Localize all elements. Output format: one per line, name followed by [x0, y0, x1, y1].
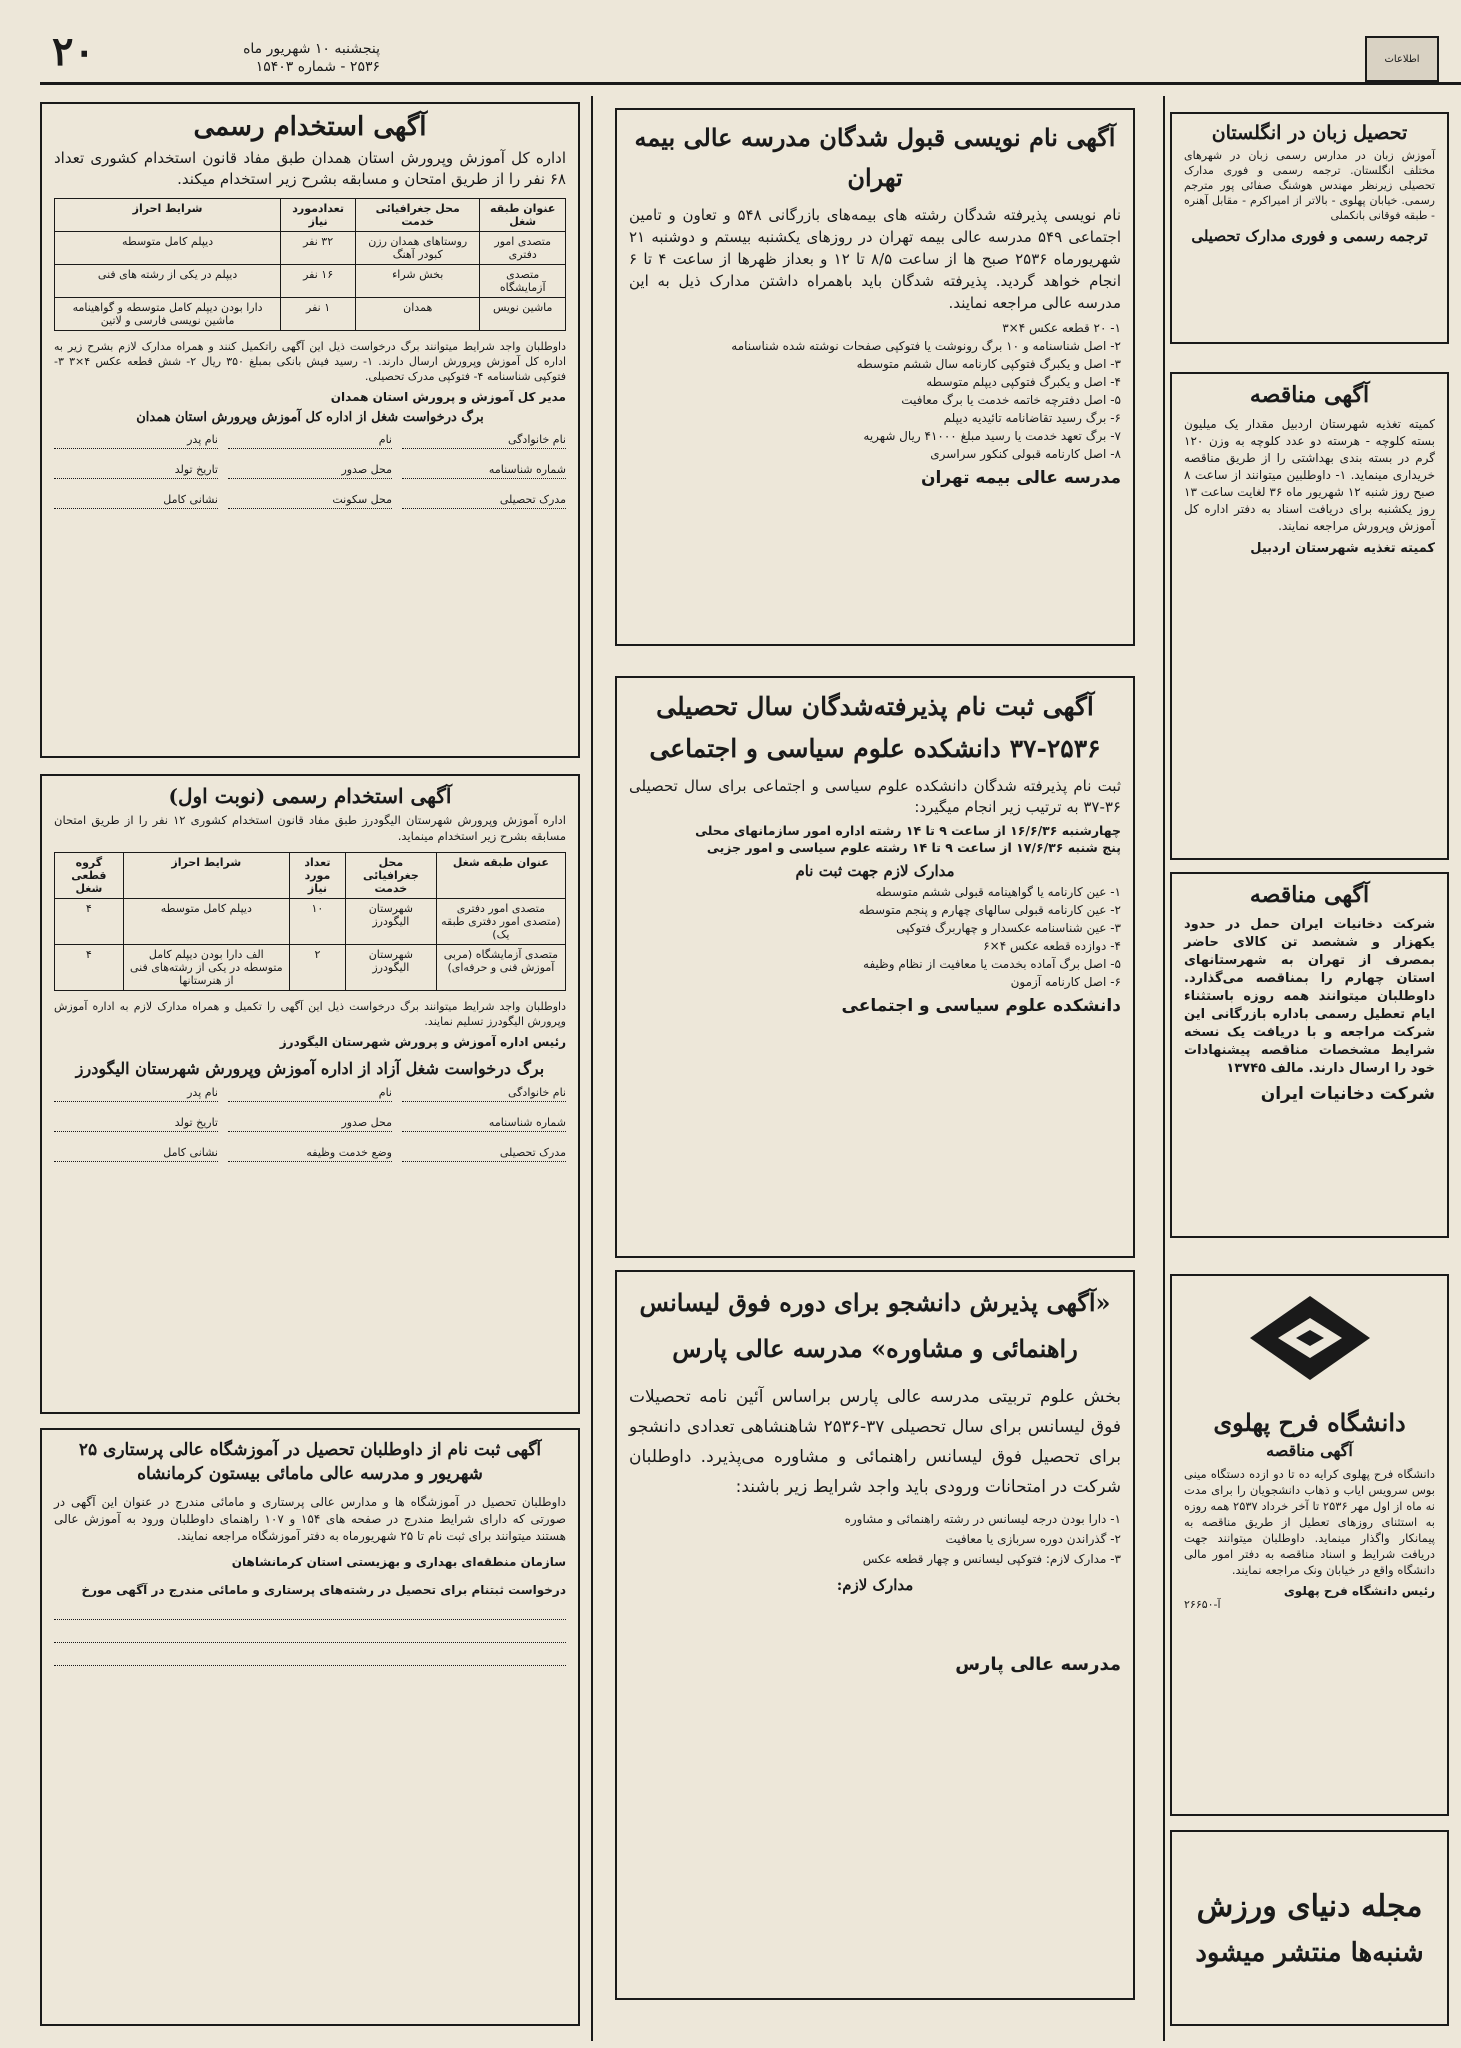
ad-body: آموزش زبان در مدارس رسمی زبان در شهرهای مختلف انگلستان. ترجمه رسمی و فوری مدارک تحصیلی زیرنظر مهندس هوشنگ صفائی پور مترجم رسمی. خیابان پهلوی - بالاتر از امیراکرم - مقابل آهنره - طبقه فوقانی بانکملی	[1184, 149, 1435, 222]
ad-title: آگهی مناقصه	[1249, 882, 1370, 908]
table-cell: متصدی امور دفتری	[480, 232, 566, 265]
form-field: شماره شناسنامه	[402, 463, 566, 479]
table-cell: بخش شراء	[356, 265, 480, 298]
ad-title: آگهی ثبت نام پذیرفته‌شدگان سال تحصیلی ۲۵۳۶-۳۷ دانشکده علوم سیاسی و اجتماعی	[649, 692, 1101, 763]
schedule-item: پنج شنبه ۱۷/۶/۳۶ از ساعت ۹ تا ۱۴ رشته علوم سیاسی و امور جزیی	[706, 840, 1121, 855]
ad-title: آگهی مناقصه	[1266, 1441, 1353, 1460]
list-item: ۵- اصل برگ آماده بخدمت یا معافیت از نظام وظیفه	[863, 957, 1121, 971]
docs-list	[629, 320, 1121, 462]
table-cell: دیپلم کامل متوسطه	[55, 232, 281, 265]
table-cell: ۱۰	[289, 899, 345, 945]
form-field: نام پدر	[54, 1086, 218, 1102]
ad-body: دانشگاه فرح پهلوی کرایه ده تا دو ازده دستگاه مینی بوس سرویس ایاب و ذهاب دانشجویان را برای مدت نه ماه از اول مهر ۲۵۳۶ تا آخر خرداد ۲۵۳۷ همه روزه به استثنای روزهای تعطیل از طریق مناقصه به پیمانکار واگذار مینماید. داوطلبان میتوانند جهت دریافت شرایط و اسناد مناقصه به دفتر امور مالی دانشگاه واقع در خیابان ونک مراجعه نمایند.	[1184, 1467, 1436, 1577]
form-field: وضع خدمت وظیفه	[228, 1146, 392, 1162]
ad-university	[1170, 1274, 1449, 1816]
ad-body: نام نویسی پذیرفته شدگان رشته های بیمه‌های بازرگانی ۵۴۸ و تعاون و تامین اجتماعی ۵۴۹ مدرسه عالی بیمه تهران در روزهای یکشنبه بیستم و دوشنبه ۲۱ شهریورماه ۲۵۳۶ صبح ها از ساعت ۸/۵ تا ۱۲ و بعداز ظهرها از ساعت ۴ تا ۶ انجام خواهد گردید. پذیرفته شدگان باید باهمراه داشتن مدارک ذیل به این مدرسه عالی مراجعه نمایند.	[629, 206, 1121, 312]
form-line	[54, 1620, 566, 1643]
table-cell: روستاهای همدان رزن کبودر آهنگ	[356, 232, 480, 265]
list-item: ۲- گذراندن دوره سربازی یا معافیت	[945, 1532, 1121, 1546]
table-cell: ۱ نفر	[281, 298, 356, 331]
ad-sport-magazine	[1170, 1830, 1449, 2026]
form-line	[54, 1597, 566, 1620]
university-name: دانشگاه فرح پهلوی	[1213, 1408, 1406, 1437]
schedule-item: چهارشنبه ۱۶/۶/۳۶ از ساعت ۹ تا ۱۴ رشته اداره امور سازمانهای محلی	[695, 823, 1121, 838]
ad-body: بخش علوم تربیتی مدرسه عالی پارس براساس آئین نامه تحصیلات فوق لیسانس برای سال تحصیلی ۳۷-۲۵۳۶ شاهنشاهی تعدادی دانشجو برای تحصیل فوق لیسانس راهنمائی و مشاوره می‌پذیرد. داوطلبان شرکت در امتحانات ورودی باید واجد شرایط زیر باشند:	[629, 1387, 1121, 1497]
list-item: ۶- اصل کارنامه آزمون	[1010, 975, 1121, 989]
ad-nursing-school	[40, 1428, 580, 2026]
table-cell: متصدی آزمایشگاه (مربی آموزش فنی و حرفه‌ای)	[436, 945, 565, 991]
ad-pars-school	[615, 1270, 1135, 2000]
list-item: ۷- برگ تعهد خدمت یا رسید مبلغ ۴۱۰۰۰ ریال شهریه	[863, 429, 1121, 443]
ad-signature: مدرسه عالی بیمه تهران	[920, 468, 1121, 488]
table-cell: ۱۶ نفر	[281, 265, 356, 298]
form-field: محل سکونت	[228, 493, 392, 509]
list-item: ۶- برگ رسید تقاضانامه تائیدیه دیپلم	[943, 411, 1121, 425]
table-cell: شهرستان الیگودرز	[345, 945, 436, 991]
newspaper-logo: اطلاعات	[1365, 36, 1439, 82]
ad-title: مجله دنیای ورزش	[1196, 1888, 1423, 1924]
table-header: شرایط احراز	[123, 853, 289, 899]
form-field: نشانی کامل	[54, 1146, 218, 1162]
list-item: ۵- اصل دفترچه خاتمه خدمت یا برگ معافیت	[901, 393, 1121, 407]
ad-signature: سازمان منطقه‌ای بهداری و بهزیستی استان کرمانشاهان	[231, 1555, 566, 1569]
page-header	[40, 0, 1461, 85]
ad-title: آگهی مناقصه	[1249, 382, 1370, 408]
ad-signature: مدرسه عالی پارس	[955, 1654, 1121, 1675]
issue-text: ۲۵۳۶ - شماره ۱۵۴۰۳	[255, 59, 380, 75]
table-header: عنوان طبقه شغل	[436, 853, 565, 899]
ad-note: داوطلبان واجد شرایط میتوانند برگ درخواست ذیل این آگهی را تکمیل و همراه مدارک لازم به اداره آموزش وپرورش الیگودرز تسلیم نمایند.	[54, 1000, 566, 1028]
table-header: محل جغرافیائی خدمت	[356, 199, 480, 232]
table-row	[55, 298, 566, 331]
ad-subtitle: ترجمه رسمی و فوری مدارک تحصیلی	[1191, 227, 1428, 245]
list-item: ۲- اصل شناسنامه و ۱۰ برگ رونوشت یا فتوکپی صفحات نوشته شده شناسنامه	[731, 339, 1121, 353]
table-header: محل جغرافیائی خدمت	[345, 853, 436, 899]
list-item: ۴- دوازده قطعه عکس ۴×۶	[983, 939, 1121, 953]
ad-signature: رئیس اداره آموزش و پرورش شهرستان الیگودرز	[279, 1035, 566, 1049]
ad-intro: اداره کل آموزش وپرورش استان همدان طبق مفاد قانون استخدام کشوری تعداد ۶۸ نفر را از طریق امتحان و مسابقه بشرح زیر استخدام میکند.	[54, 149, 566, 188]
form-title: برگ درخواست شغل از اداره کل آموزش وپرورش استان همدان	[136, 410, 484, 425]
list-item: ۲- عین کارنامه قبولی سالهای چهارم و پنجم متوسطه	[858, 903, 1121, 917]
ad-title: «آگهی پذیرش دانشجو برای دوره فوق لیسانس راهنمائی و مشاوره» مدرسه عالی پارس	[639, 1288, 1111, 1363]
ad-body: داوطلبان تحصیل در آموزشگاه ها و مدارس عالی پرستاری و مامائی مندرج در عنوان این آگهی در صورتی که دارای شرایط مندرج در صفحه های ۱۵۴ و ۱۰۷ راهنمای داوطلبان ورود به آموزش عالی هستند میتوانند برای ثبت نام تا ۲۵ شهریورماه به دفتر آموزشگاه مراجعه نمایند.	[54, 1495, 566, 1543]
table-header: عنوان طبقه شغل	[480, 199, 566, 232]
list-item: ۴- اصل و یکبرگ فتوکپی دیپلم متوسطه	[926, 375, 1121, 389]
table-row	[55, 232, 566, 265]
application-form	[54, 1086, 566, 1162]
ad-title: آگهی استخدام رسمی (نوبت اول)	[168, 784, 452, 808]
form-field: نام خانوادگی	[402, 433, 566, 449]
table-cell: متصدی آزمایشگاه	[480, 265, 566, 298]
ad-english-study	[1170, 112, 1449, 344]
ad-insurance-school	[615, 108, 1135, 646]
table-row	[55, 945, 566, 991]
form-field: مدرک تحصیلی	[402, 493, 566, 509]
form-field: محل صدور	[228, 463, 392, 479]
table-header: تعداد مورد نیاز	[289, 853, 345, 899]
table-cell: متصدی امور دفتری (متصدی امور دفتری طبقه یک)	[436, 899, 565, 945]
ad-note: داوطلبان واجد شرایط میتوانند برگ درخواست ذیل این آگهی راتکمیل کنند و همراه مدارک لازم بشرح زیر به اداره کل آموزش وپرورش ارسال دارند. ۱- رسید فیش بانکی بمبلغ ۳۵۰ ریال ۲- شش قطعه عکس ۴×۳ ۳- فتوکپی شناسنامه ۴- فتوکپی مدرک تحصیلی.	[54, 340, 566, 383]
table-cell: ۴	[55, 899, 124, 945]
docs-list	[629, 884, 1121, 990]
table-row	[55, 899, 566, 945]
ad-tender-tobacco	[1170, 872, 1449, 1238]
ad-employment-hamedan	[40, 102, 580, 758]
table-cell: ماشین نویس	[480, 298, 566, 331]
ad-political-science	[615, 676, 1135, 1258]
ad-signature: شرکت دخانیات ایران	[1260, 1084, 1435, 1104]
list-item: ۱- دارا بودن درجه لیسانس در رشته راهنمائی و مشاوره	[844, 1512, 1121, 1526]
ad-signature: دانشکده علوم سیاسی و اجتماعی	[841, 996, 1121, 1016]
ad-subtitle: شنبه‌ها منتشر میشود	[1195, 1937, 1424, 1968]
table-cell: دیپلم کامل متوسطه	[123, 899, 289, 945]
form-field: نام	[228, 1086, 392, 1102]
column-divider	[591, 96, 593, 2041]
form-field: تاریخ تولد	[54, 463, 218, 479]
table-header: شرایط احراز	[55, 199, 281, 232]
list-item: ۳- مدارک لازم: فتوکپی لیسانس و چهار قطعه عکس	[862, 1552, 1121, 1566]
ad-body: ثبت نام پذیرفته شدگان دانشکده علوم سیاسی و اجتماعی برای سال تحصیلی ۳۶-۳۷ به ترتیب زیر انجام میگیرد:	[629, 777, 1121, 816]
table-cell: ۲	[289, 945, 345, 991]
form-field: تاریخ تولد	[54, 1116, 218, 1132]
date-line	[120, 40, 380, 76]
positions-table	[54, 198, 566, 331]
table-cell: الف دارا بودن دیپلم کامل متوسطه در یکی از رشته‌های فنی از هنرستانها	[123, 945, 289, 991]
table-cell: شهرستان الیگودرز	[345, 899, 436, 945]
ad-title: آگهی نام نویسی قبول شدگان مدرسه عالی بیمه تهران	[634, 123, 1116, 192]
ad-body: شرکت دخانیات ایران حمل در حدود یکهزار و ششصد تن کالای حاضر بمصرف از تهران به شهرستانهای استان چهارم را بمناقصه می‌گذارد. داوطلبان میتوانند همه روزه باستثناء ایام تعطیل رسمی باداره بازرگانی این شرکت مراجعه و با دریافت یک نسخه شرایط مشخصات مناقصه پیشنهادات خود را ارسال دارند. مالف ۱۳۷۴۵	[1184, 917, 1435, 1076]
docs-title: مدارک لازم جهت ثبت نام	[795, 862, 955, 880]
ad-code: آ-۲۶۶۵۰	[1184, 1598, 1221, 1611]
list-item: ۳- عین شناسنامه عکسدار و چهاربرگ فتوکپی	[896, 921, 1121, 935]
table-cell: همدان	[356, 298, 480, 331]
application-form	[54, 433, 566, 509]
table-cell: دیپلم در یکی از رشته های فنی	[55, 265, 281, 298]
ad-signature: مدیر کل آموزش و پرورش استان همدان	[330, 390, 566, 404]
schedule	[629, 822, 1121, 856]
ad-signature: کمیته تغذیه شهرستان اردبیل	[1250, 541, 1435, 556]
form-field: نشانی کامل	[54, 493, 218, 509]
table-cell: ۳۲ نفر	[281, 232, 356, 265]
ad-title: آگهی استخدام رسمی	[193, 112, 427, 142]
list-item: ۱- ۲۰ قطعه عکس ۴×۳	[1002, 321, 1121, 335]
ad-signature: رئیس دانشگاه فرح پهلوی	[1283, 1584, 1435, 1598]
conditions-list	[629, 1510, 1121, 1568]
ad-tender-ardabil	[1170, 372, 1449, 860]
form-field: مدرک تحصیلی	[402, 1146, 566, 1162]
ad-title: آگهی ثبت نام از داوطلبان تحصیل در آموزشگاه عالی پرستاری ۲۵ شهریور و مدرسه عالی مامائی بیستون کرمانشاه	[78, 1440, 542, 1484]
form-field: نام	[228, 433, 392, 449]
table-cell: دارا بودن دیپلم کامل متوسطه و گواهینامه ماشین نویسی فارسی و لاتین	[55, 298, 281, 331]
ad-title: تحصیل زبان در انگلستان	[1211, 122, 1408, 144]
list-item: ۸- اصل کارنامه قبولی کنکور سراسری	[930, 447, 1121, 461]
form-field: نام پدر	[54, 433, 218, 449]
column-divider	[1163, 96, 1165, 2041]
table-cell: ۴	[55, 945, 124, 991]
table-row	[55, 265, 566, 298]
form-field: نام خانوادگی	[402, 1086, 566, 1102]
ad-employment-aligudarz	[40, 774, 580, 1414]
ad-intro: اداره آموزش وپرورش شهرستان الیگودرز طبق مفاد قانون استخدام کشوری ۱۲ نفر را از طریق امتحان مسابقه بشرح زیر استخدام مینماید.	[54, 813, 566, 843]
form-title: برگ درخواست شغل آزاد از اداره آموزش وپرورش شهرستان الیگودرز	[75, 1059, 545, 1078]
form-line	[54, 1643, 566, 1666]
form-field: محل صدور	[228, 1116, 392, 1132]
list-item: ۳- اصل و یکبرگ فتوکپی کارنامه سال ششم متوسطه	[856, 357, 1121, 371]
page-number: ۲۰	[52, 28, 95, 75]
docs-title: مدارک لازم:	[836, 1576, 914, 1594]
ad-body: کمیته تغذیه شهرستان اردبیل مقدار یک میلیون بسته کلوچه - هرسته دو عدد کلوچه به وزن ۱۲۰ گرم در بسته بندی بهداشتی را از طریق مناقصه خریداری مینماید. ۱- داوطلبین میتوانند از ساعت ۸ صبح روز شنبه ۱۲ شهریور ماه ۳۶ لغایت ساعت ۱۳ روز یکشنبه برای دریافت اسناد به دفتر اداره کل آموزش وپرورش مراجعه نمایند.	[1184, 417, 1435, 533]
form-field: شماره شناسنامه	[402, 1116, 566, 1132]
university-emblem-icon	[1230, 1288, 1390, 1408]
form-title: درخواست ثبتنام برای تحصیل در رشته‌های پرستاری و مامائی مندرج در آگهی مورخ	[81, 1583, 566, 1597]
date-text: پنجشنبه ۱۰ شهریور ماه	[243, 41, 380, 57]
table-header: تعدادمورد نیاز	[281, 199, 356, 232]
table-header: گروه قطعی شغل	[55, 853, 124, 899]
positions-table	[54, 852, 566, 991]
list-item: ۱- عین کارنامه یا گواهینامه قبولی ششم متوسطه	[875, 885, 1121, 899]
